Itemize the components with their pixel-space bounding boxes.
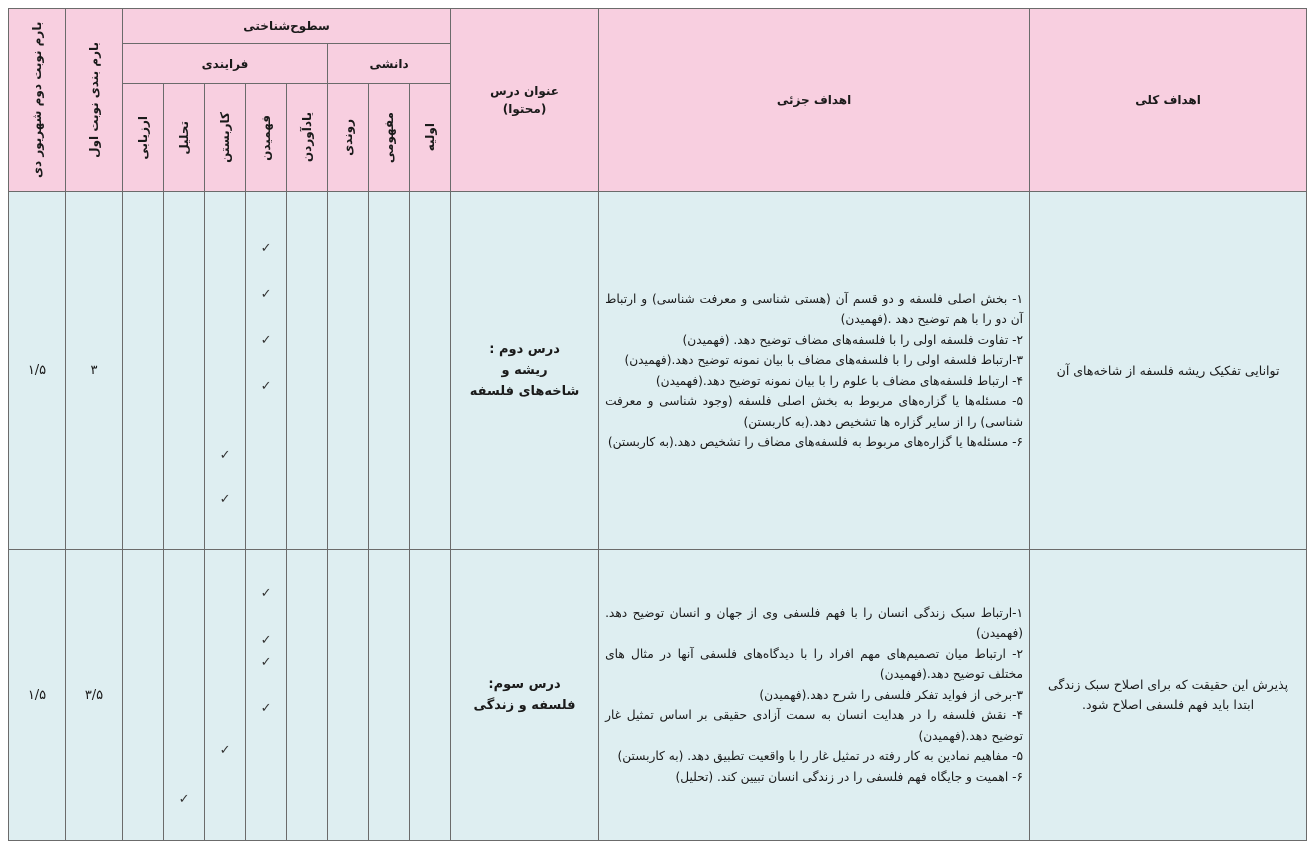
level-understand-cell: [246, 192, 287, 550]
goal-item: ۴- نقش فلسفه را در هدایت انسان به سمت آزادی حقیقی بر اساس تمثیل غار توضیح دهد.(فهمیدن): [605, 708, 1024, 743]
header-knowledge: دانشی: [328, 44, 451, 84]
general-goal-cell: پذیرش این حقیقت که برای اصلاح سبک زندگی ابتدا باید فهم فلسفی اصلاح شود.: [1030, 550, 1307, 841]
detailed-goals-cell: [599, 550, 1030, 841]
check-mark-icon: ✓: [260, 586, 272, 601]
header-level-primary: [410, 84, 451, 192]
check-mark-icon: ✓: [219, 492, 231, 507]
level-apply-cell: [205, 550, 246, 841]
header-score-second-term: [9, 9, 66, 192]
check-mark-icon: ✓: [260, 378, 272, 394]
header-level-recall-text: یادآوردن: [300, 112, 315, 163]
check-mark-icon: ✓: [260, 633, 272, 648]
header-detailed-goals: اهداف جزئی: [599, 9, 1030, 192]
level-evaluate-cell: [123, 192, 164, 550]
level-recall-cell: [287, 192, 328, 550]
goal-item: ۵- مفاهیم نمادین به کار رفته در تمثیل غار را با واقعیت تطبیق دهد. (به کاربستن): [617, 749, 1024, 764]
level-primary-cell: [410, 192, 451, 550]
check-mark-icon: ✓: [219, 448, 231, 463]
header-level-evaluate-text: ارزیابی: [136, 115, 151, 160]
score-first-cell: ۳: [66, 192, 123, 550]
curriculum-table: [8, 8, 1307, 841]
check-mark-icon: ✓: [260, 286, 272, 302]
header-procedural: فرایندی: [123, 44, 328, 84]
lesson-title-line2: ریشه و شاخه‌های فلسفه: [469, 363, 580, 399]
level-conceptual-cell: [369, 550, 410, 841]
header-score-first-term-text: بارم بندی نوبت اول: [87, 42, 101, 158]
header-level-recall: [287, 84, 328, 192]
header-lesson-title-text: عنوان درس (محتوا): [490, 84, 559, 116]
header-level-conceptual: [369, 84, 410, 192]
header-level-apply-text: کاربستن: [218, 112, 233, 163]
table-row: [9, 550, 1307, 841]
header-level-process: [328, 84, 369, 192]
lesson-title-line2: فلسفه و زندگی: [473, 698, 576, 713]
header-score-first-term: [66, 9, 123, 192]
goal-item: ۶- مسئله‌ها یا گزاره‌های مربوط به فلسفه‌های مضاف را تشخیص دهد.(به کاربستن): [607, 435, 1024, 449]
header-level-apply: [205, 84, 246, 192]
goal-item: ۳-برخی از فواید تفکر فلسفی را شرح دهد.(فهمیدن): [759, 687, 1024, 702]
header-level-analyze: [164, 84, 205, 192]
goal-item: ۳-ارتباط فلسفه اولی را با فلسفه‌های مضاف با بیان نمونه توضیح دهد.(فهمیدن): [624, 353, 1024, 367]
goal-item: ۴- ارتباط فلسفه‌های مضاف با علوم را با بیان نمونه توضیح دهد.(فهمیدن): [655, 373, 1024, 388]
level-primary-cell: [410, 550, 451, 841]
score-first-cell: ۳/۵: [66, 550, 123, 841]
check-mark-icon: ✓: [178, 792, 190, 807]
level-analyze-cell: [164, 192, 205, 550]
header-cognitive-levels: سطوح‌شناختی: [123, 9, 451, 44]
header-lesson-title: [451, 9, 599, 192]
level-analyze-cell: [164, 550, 205, 841]
header-level-process-text: روندی: [341, 119, 356, 156]
score-second-cell: ۱/۵: [9, 192, 66, 550]
detailed-goals-cell: [599, 192, 1030, 550]
goal-item: ۲- ارتباط میان تصمیم‌های مهم افراد را با دیدگاه‌های فلسفی آنها در مثال های مختلف توضیح دهد.(فهمیدن): [605, 646, 1024, 682]
lesson-title-cell: [451, 192, 599, 550]
check-mark-icon: ✓: [260, 240, 272, 256]
header-level-analyze-text: تحلیل: [177, 120, 192, 155]
header-score-second-term-text: بارم نوبت دوم شهریور دی: [29, 21, 44, 179]
curriculum-table-wrapper: [8, 8, 1307, 841]
lesson-title-cell: [451, 550, 599, 841]
level-understand-cell: [246, 550, 287, 841]
goal-item: ۶- اهمیت و جایگاه فهم فلسفی را در زندگی انسان تبیین کند. (تحلیل): [675, 769, 1024, 784]
level-process-cell: [328, 550, 369, 841]
check-mark-icon: ✓: [260, 332, 272, 348]
goal-item: ۱-ارتباط سبک زندگی انسان را با فهم فلسفی وی از جهان و انسان توضیح دهد. (فهمیدن): [605, 605, 1024, 641]
header-level-conceptual-text: مفهومی: [382, 111, 397, 164]
goal-item: ۵- مسئله‌ها یا گزاره‌های مربوط به بخش اصلی فلسفه (وجود شناسی و معرفت شناسی) را از سایر گزاره ها تشخیص دهد.(به کاربستن): [605, 394, 1024, 429]
level-apply-cell: [205, 192, 246, 550]
level-evaluate-cell: [123, 550, 164, 841]
level-conceptual-cell: [369, 192, 410, 550]
check-mark-icon: ✓: [260, 655, 272, 670]
general-goal-cell: توانایی تفکیک ریشه فلسفه از شاخه‌های آن: [1030, 192, 1307, 550]
level-recall-cell: [287, 550, 328, 841]
header-general-goals: اهداف کلی: [1030, 9, 1307, 192]
lesson-title-line1: درس دوم :: [489, 342, 560, 357]
header-level-understand-text: فهمیدن: [259, 114, 274, 161]
table-row: [9, 192, 1307, 550]
header-level-primary-text: اولیه: [423, 123, 438, 152]
header-level-understand: [246, 84, 287, 192]
check-mark-icon: ✓: [260, 701, 272, 716]
header-level-evaluate: [123, 84, 164, 192]
check-mark-icon: ✓: [219, 742, 231, 758]
score-second-cell: ۱/۵: [9, 550, 66, 841]
lesson-title-line1: درس سوم:: [488, 677, 561, 692]
level-process-cell: [328, 192, 369, 550]
goal-item: ۱- بخش اصلی فلسفه و دو قسم آن (هستی شناسی و معرفت شناسی) و ارتباط آن دو را با هم توضیح دهد .(فهمیدن): [605, 291, 1024, 326]
goal-item: ۲- تفاوت فلسفه اولی را با فلسفه‌های مضاف توضیح دهد. (فهمیدن): [682, 332, 1024, 347]
